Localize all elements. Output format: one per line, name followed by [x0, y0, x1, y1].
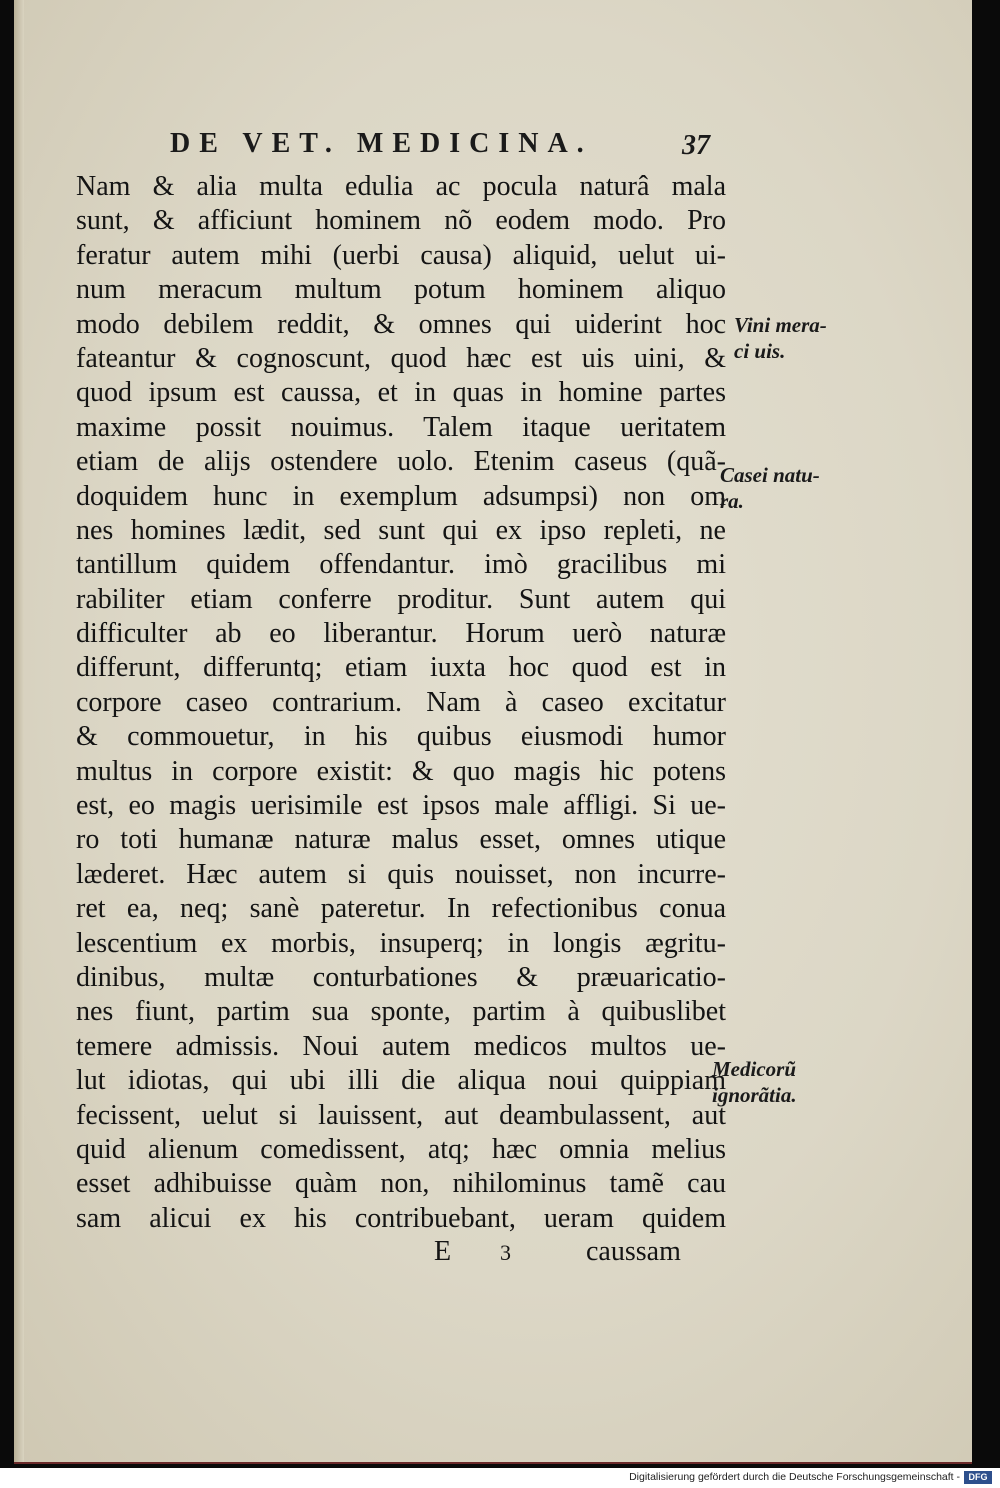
marginal-note-line: Medicorũ	[712, 1057, 796, 1081]
marginal-note-line: Vini mera-	[734, 313, 827, 337]
text-line: sunt, & afficiunt hominem nõ eodem modo. Pro	[76, 205, 726, 237]
text-line: lescentium ex morbis, insuperq; in longis ægritu-	[76, 927, 726, 959]
marginal-note-line: ci uis.	[734, 339, 786, 363]
marginal-note-line: ignorãtia.	[712, 1083, 797, 1107]
text-line: quid alienum comedissent, atq; hæc omnia melius	[76, 1133, 726, 1165]
text-line: quod ipsum est caussa, et in quas in homine partes	[76, 377, 726, 409]
marginal-note-line: Casei natu-	[720, 463, 820, 487]
text-line: dinibus, multæ conturbationes & præuaricatio-	[76, 961, 726, 993]
text-line: etiam de alijs ostendere uolo. Etenim caseus (quã-	[76, 446, 726, 478]
text-line: nes homines lædit, sed sunt qui ex ipso repleti, ne	[76, 514, 726, 546]
page-number: 37	[682, 130, 710, 161]
signature-mark: E	[434, 1236, 452, 1267]
text-line: tantillum quidem offendantur. imò gracilibus mi	[76, 549, 726, 581]
signature-number: 3	[500, 1240, 511, 1265]
text-line: & commouetur, in his quibus eiusmodi humor	[76, 721, 726, 753]
text-line: maxime possit nouimus. Talem itaque ueritatem	[76, 411, 726, 443]
running-head	[170, 128, 730, 168]
marginal-note-physicians	[712, 1056, 797, 1108]
text-line: feratur autem mihi (uerbi causa) aliquid, uelut ui-	[76, 239, 726, 271]
text-line: fateantur & cognoscunt, quod hæc est uis uini, &	[76, 342, 726, 374]
text-line: differunt, differuntq; etiam iuxta hoc quod est in	[76, 652, 726, 684]
text-line: Nam & alia multa edulia ac pocula naturâ mala	[76, 171, 726, 202]
funding-credit: Digitalisierung gefördert durch die Deutsche Forschungsgemeinschaft -	[629, 1471, 960, 1483]
footer-bar	[0, 1468, 1000, 1488]
text-line: difficulter ab eo liberantur. Horum uerò naturæ	[76, 618, 726, 650]
text-line: lut idiotas, qui ubi illi die aliqua noui quippiam	[76, 1065, 726, 1097]
page-gutter	[14, 0, 24, 1462]
text-line: temere admissis. Noui autem medicos multos ue-	[76, 1030, 726, 1062]
text-line: nes fiunt, partim sua sponte, partim à quibuslibet	[76, 996, 726, 1028]
text-line: num meracum multum potum hominem aliquo	[76, 274, 726, 306]
body-text	[76, 170, 726, 1236]
text-line: corpore caseo contrarium. Nam à caseo excitatur	[76, 686, 726, 718]
text-line: rabiliter etiam conferre proditur. Sunt autem qui	[76, 583, 726, 615]
text-line: est, eo magis uerisimile est ipsos male affligi. Si ue-	[76, 790, 726, 822]
marginal-note-cheese	[720, 462, 820, 514]
marginal-note-line: ra.	[720, 489, 744, 513]
text-line: multus in corpore existit: & quo magis hic potens	[76, 755, 726, 787]
text-line: ro toti humanæ naturæ malus esset, omnes utique	[76, 824, 726, 856]
text-line: doquidem hunc in exemplum adsumpsi) non om	[76, 480, 726, 512]
text-line: modo debilem reddit, & omnes qui uiderint hoc	[76, 308, 726, 340]
text-line: sam alicui ex his contribuebant, ueram quidem	[76, 1202, 726, 1234]
marginal-note-wine	[734, 312, 827, 364]
text-line: ret ea, neq; sanè pateretur. In refectionibus conua	[76, 893, 726, 925]
dfg-logo: DFG	[964, 1471, 992, 1484]
text-line: læderet. Hæc autem si quis nouisset, non incurre-	[76, 858, 726, 890]
running-head-title: DE VET. MEDICINA.	[170, 128, 593, 159]
signature-line	[76, 1236, 716, 1272]
text-line: esset adhibuisse quàm non, nihilominus tamẽ cau	[76, 1168, 726, 1200]
text-line: fecissent, uelut si lauissent, aut deambulassent, aut	[76, 1099, 726, 1131]
catchword: caussam	[586, 1236, 681, 1267]
